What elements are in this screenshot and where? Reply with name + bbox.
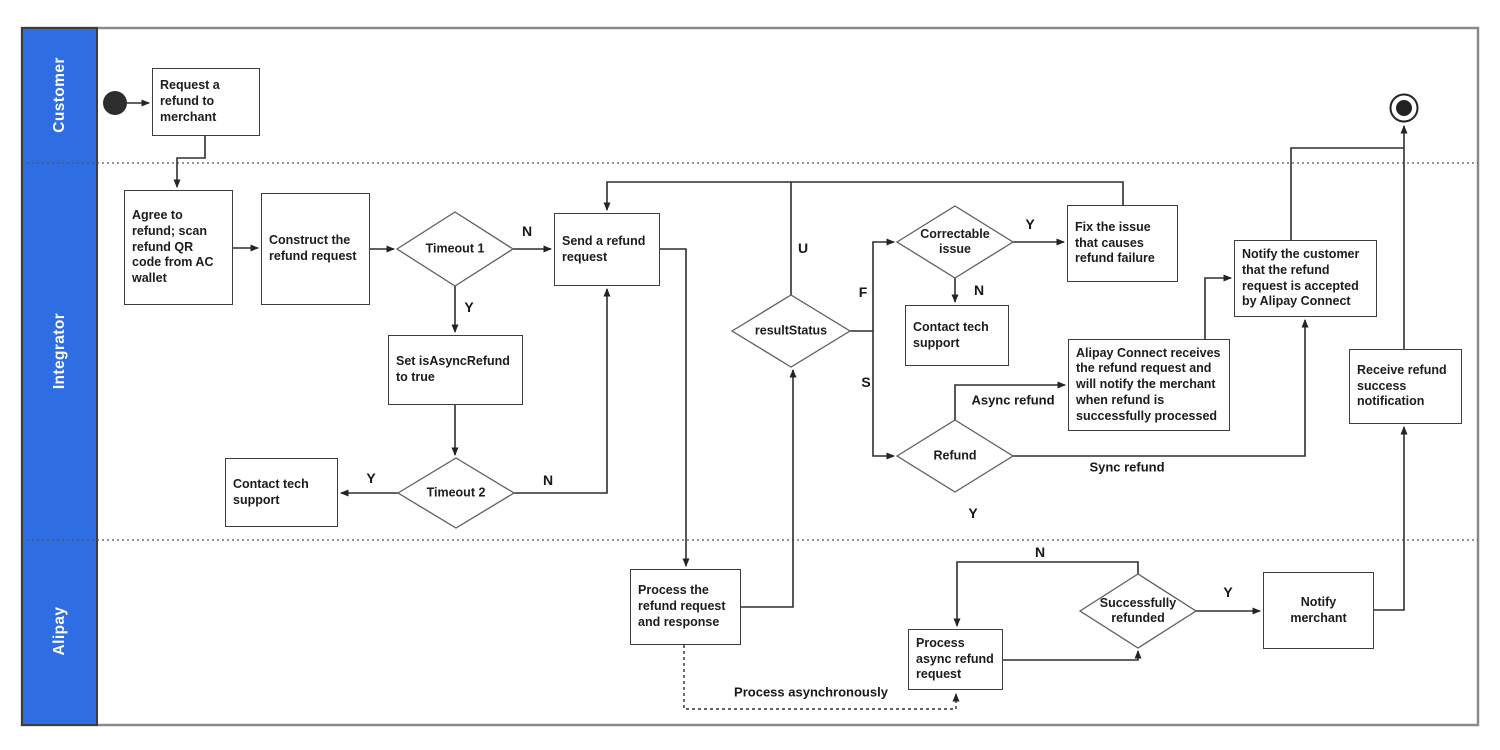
decision-success-label: Successfully refunded: [1099, 596, 1177, 625]
decision-timeout2-label: Timeout 2: [426, 485, 486, 500]
edge-label-timeout1-y: Y: [464, 299, 474, 315]
edge-label-resultstatus-s: S: [861, 374, 871, 390]
decision-timeout1-label: Timeout 1: [425, 241, 485, 256]
lane-label-customer: Customer: [51, 57, 68, 133]
node-notify-merchant: Notify merchant: [1263, 572, 1374, 649]
edge-label-timeout1-n: N: [521, 223, 533, 239]
node-agree-refund: Agree to refund; scan refund QR code from AC wallet: [124, 190, 233, 305]
node-process-async: Process async refund request: [908, 629, 1003, 690]
node-process-refund: Process the refund request and response: [630, 569, 741, 645]
node-request-refund: Request a refund to merchant: [152, 68, 260, 136]
edge-label-async-refund: Async refund: [971, 392, 1055, 408]
node-construct-request: Construct the refund request: [261, 193, 370, 305]
node-fix-issue: Fix the issue that causes refund failure: [1067, 205, 1178, 282]
decision-resultstatus-label: resultStatus: [754, 323, 828, 338]
edge-label-timeout2-n: N: [542, 472, 554, 488]
node-notify-customer: Notify the customer that the refund request is accepted by Alipay Connect: [1234, 240, 1377, 317]
edge-label-process-asynchronously: Process asynchronously: [734, 684, 888, 700]
node-contact-support-1: Contact tech support: [225, 458, 338, 527]
edge-label-success-y: Y: [1223, 584, 1233, 600]
start-node: [103, 91, 127, 115]
lane-label-integrator: Integrator: [51, 312, 68, 390]
edge-label-success-n: N: [1034, 544, 1046, 560]
edge-label-sync-refund: Sync refund: [1089, 459, 1165, 475]
edge-label-resultstatus-f: F: [858, 284, 868, 300]
edge-label-correctable-y: Y: [1025, 216, 1035, 232]
node-send-request: Send a refund request: [554, 213, 660, 286]
edge-label-refund-y: Y: [968, 505, 978, 521]
edge-label-resultstatus-u: U: [797, 240, 809, 256]
node-set-async-refund: Set isAsyncRefund to true: [388, 335, 523, 405]
decision-correctable-label: Correctable issue: [920, 227, 990, 256]
edge-label-correctable-n: N: [973, 282, 985, 298]
lane-label-alipay: Alipay: [51, 606, 68, 656]
edge-label-timeout2-y: Y: [366, 470, 376, 486]
node-receive-notification: Receive refund success notification: [1349, 349, 1462, 424]
decision-refund-label: Refund: [933, 448, 977, 463]
node-alipay-connect: Alipay Connect receives the refund request and will notify the merchant when refund is successfully processed: [1068, 339, 1230, 431]
end-node: [1396, 100, 1412, 116]
node-contact-support-2: Contact tech support: [905, 305, 1009, 366]
